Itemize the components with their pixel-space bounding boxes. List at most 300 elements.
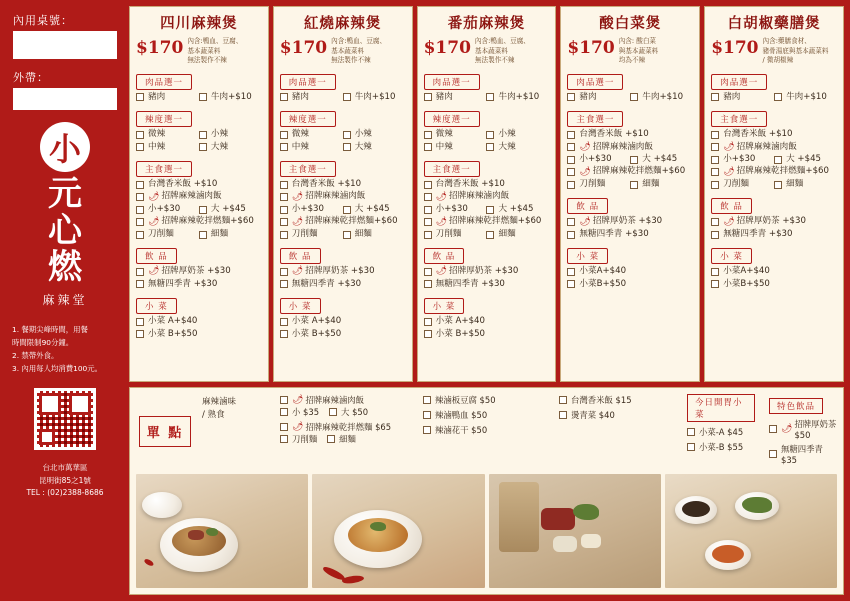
order-item[interactable] <box>423 394 551 406</box>
option-section-header: 主食選一 <box>567 111 623 127</box>
option-row[interactable] <box>343 205 406 214</box>
menu-column-title: 四川麻辣煲 <box>160 15 238 32</box>
option-row[interactable] <box>280 192 406 201</box>
menu-column-title: 白胡椒藥膳煲 <box>727 15 821 32</box>
menu-column-title: 番茄麻辣煲 <box>447 15 526 32</box>
option-checkbox[interactable] <box>486 143 494 151</box>
option-row[interactable] <box>280 180 406 189</box>
option-row[interactable] <box>280 143 343 152</box>
order-item-checkbox[interactable] <box>280 408 288 416</box>
option-label: 無糖四季青 +$30 <box>291 278 362 289</box>
option-checkbox[interactable] <box>136 318 144 326</box>
option-checkbox[interactable] <box>486 206 494 214</box>
option-row[interactable] <box>486 143 549 152</box>
option-checkbox[interactable] <box>711 231 719 239</box>
option-row[interactable] <box>136 205 199 214</box>
option-row[interactable] <box>280 130 343 139</box>
option-row[interactable] <box>424 280 550 289</box>
logo-circle-char: 小 <box>40 122 90 172</box>
option-list <box>280 267 406 292</box>
option-row[interactable] <box>424 217 550 226</box>
option-label: 招牌厚奶茶 +$30 <box>592 216 663 227</box>
option-section-header: 飲 品 <box>567 198 608 214</box>
order-item-checkbox[interactable] <box>327 435 335 443</box>
option-checkbox[interactable] <box>343 93 351 101</box>
option-section-header: 肉品選一 <box>567 74 623 90</box>
option-row[interactable] <box>630 180 693 189</box>
option-checkbox[interactable] <box>711 143 719 151</box>
option-row[interactable] <box>424 205 487 214</box>
order-item-pair <box>280 406 415 418</box>
option-checkbox[interactable] <box>280 131 288 139</box>
option-checkbox[interactable] <box>199 93 207 101</box>
option-row[interactable] <box>280 317 406 326</box>
order-item-label: 大 $50 <box>341 407 369 417</box>
option-checkbox[interactable] <box>199 143 207 151</box>
option-label: 小辣 <box>498 129 516 140</box>
option-label: 小菜 B+$50 <box>148 328 198 339</box>
chili-pepper-icon: 🌶 <box>291 216 304 227</box>
option-row[interactable] <box>567 143 693 152</box>
option-section <box>280 244 406 292</box>
option-row[interactable] <box>280 280 406 289</box>
option-checkbox[interactable] <box>199 131 207 139</box>
option-label: 小辣 <box>354 129 372 140</box>
option-list <box>567 93 693 105</box>
option-checkbox[interactable] <box>424 131 432 139</box>
option-section <box>711 70 837 105</box>
option-checkbox[interactable] <box>711 156 719 164</box>
option-label: 中辣 <box>291 141 309 152</box>
option-checkbox[interactable] <box>343 143 351 151</box>
order-item-checkbox[interactable] <box>329 408 337 416</box>
dinein-label: 內用桌號： <box>13 14 73 27</box>
option-row[interactable] <box>711 167 837 176</box>
option-list <box>280 130 406 155</box>
chili-pepper-icon: 🌶 <box>291 191 304 202</box>
order-item-checkbox[interactable] <box>687 443 695 451</box>
today-appetizers-items <box>687 426 755 453</box>
option-list <box>424 93 550 105</box>
option-row[interactable] <box>424 130 487 139</box>
option-checkbox[interactable] <box>343 206 351 214</box>
option-label: 細麵 <box>498 228 516 239</box>
description-line: 均為不辣 <box>618 56 646 65</box>
option-row[interactable] <box>424 317 550 326</box>
option-row[interactable] <box>567 93 630 102</box>
option-section <box>424 107 550 155</box>
option-row[interactable] <box>280 93 343 102</box>
price: $170 <box>136 38 184 58</box>
option-checkbox[interactable] <box>711 93 719 101</box>
description-line: 基本蔬菜料 <box>474 46 508 55</box>
option-row[interactable] <box>567 155 630 164</box>
price: $170 <box>567 38 615 58</box>
noodle-bowl-photo <box>136 474 308 588</box>
order-item[interactable] <box>769 443 837 465</box>
option-section <box>280 157 406 242</box>
option-checkbox[interactable] <box>711 268 719 276</box>
option-row[interactable] <box>424 143 487 152</box>
option-row[interactable] <box>567 130 693 139</box>
option-checkbox[interactable] <box>711 181 719 189</box>
chili-pepper-icon: 🌶 <box>579 166 591 177</box>
dinein-table-number-input[interactable] <box>13 31 117 59</box>
option-section <box>567 194 693 242</box>
option-label: 招牌麻辣乾拌燃麵+$60 <box>592 166 686 177</box>
option-label: 大辣 <box>354 141 372 152</box>
option-row[interactable] <box>424 192 550 201</box>
option-section-header: 辣度選一 <box>424 111 480 127</box>
option-row[interactable] <box>774 155 837 164</box>
option-label: 台灣香米飯 +$10 <box>723 129 793 140</box>
option-row[interactable] <box>136 217 262 226</box>
option-label: 小菜A+$40 <box>723 266 770 277</box>
qr-code[interactable] <box>34 388 96 450</box>
option-row[interactable] <box>136 280 262 289</box>
option-checkbox[interactable] <box>567 181 575 189</box>
option-list <box>711 93 837 105</box>
order-item[interactable] <box>327 433 356 445</box>
address-block <box>26 462 103 500</box>
option-list <box>280 180 406 242</box>
option-checkbox[interactable] <box>424 318 432 326</box>
order-item-checkbox[interactable] <box>769 450 777 458</box>
option-list <box>711 217 837 242</box>
option-checkbox[interactable] <box>774 156 782 164</box>
option-row[interactable] <box>136 267 262 276</box>
option-row[interactable] <box>711 280 837 289</box>
order-item[interactable] <box>329 406 368 418</box>
address-line: 昆明街85之1號 <box>39 475 91 485</box>
option-checkbox[interactable] <box>136 231 144 239</box>
option-checkbox[interactable] <box>199 231 207 239</box>
order-item[interactable] <box>423 424 551 436</box>
order-item-checkbox[interactable] <box>280 435 288 443</box>
option-row[interactable] <box>199 93 262 102</box>
option-row[interactable] <box>136 330 262 339</box>
option-section-header: 主食選一 <box>136 161 192 177</box>
order-item[interactable] <box>769 418 837 440</box>
option-row[interactable] <box>567 167 693 176</box>
option-checkbox[interactable] <box>424 218 432 226</box>
option-checkbox[interactable] <box>486 231 494 239</box>
option-checkbox[interactable] <box>343 131 351 139</box>
takeout-input[interactable] <box>13 88 117 110</box>
option-row[interactable] <box>424 180 550 189</box>
option-label: 中辣 <box>435 141 453 152</box>
order-item-label: 招牌厚奶茶 $50 <box>794 419 837 440</box>
option-row[interactable] <box>774 180 837 189</box>
option-checkbox[interactable] <box>711 131 719 139</box>
order-item-checkbox[interactable] <box>423 396 431 404</box>
option-row[interactable] <box>424 267 550 276</box>
option-row[interactable] <box>486 205 549 214</box>
special-drinks <box>769 394 837 468</box>
option-checkbox[interactable] <box>711 280 719 288</box>
option-row[interactable] <box>567 280 693 289</box>
order-item-checkbox[interactable] <box>423 426 431 434</box>
option-label: 招牌麻辣滷肉飯 <box>305 191 366 202</box>
chili-pepper-icon: 🌶 <box>723 216 735 227</box>
option-checkbox[interactable] <box>774 93 782 101</box>
option-row[interactable] <box>711 217 837 226</box>
option-label: 招牌厚奶茶 +$30 <box>305 266 375 277</box>
option-checkbox[interactable] <box>630 93 638 101</box>
option-row[interactable] <box>343 143 406 152</box>
option-checkbox[interactable] <box>424 206 432 214</box>
option-row[interactable] <box>711 93 774 102</box>
option-row[interactable] <box>711 130 837 139</box>
option-label: 台灣香米飯 +$10 <box>291 179 362 189</box>
stew-group-label <box>202 394 272 468</box>
option-row[interactable] <box>711 180 774 189</box>
price-row <box>130 36 268 70</box>
option-checkbox[interactable] <box>774 181 782 189</box>
rice-veg-list <box>559 394 679 468</box>
option-checkbox[interactable] <box>280 280 288 288</box>
option-row[interactable] <box>136 93 199 102</box>
option-checkbox[interactable] <box>567 93 575 101</box>
option-section-header: 肉品選一 <box>711 74 767 90</box>
option-row[interactable] <box>199 230 262 239</box>
option-row[interactable] <box>199 130 262 139</box>
order-item[interactable] <box>280 394 415 406</box>
menu-columns <box>129 6 844 382</box>
dinein-block <box>6 10 124 59</box>
option-checkbox[interactable] <box>136 143 144 151</box>
option-row[interactable] <box>136 143 199 152</box>
option-label: 台灣香米飯 +$10 <box>148 179 218 189</box>
option-label: 牛肉+$10 <box>354 91 396 102</box>
order-item[interactable] <box>280 433 317 445</box>
notice-item: 2. 禁帶外食。 <box>12 351 59 361</box>
option-checkbox[interactable] <box>136 268 144 276</box>
option-checkbox[interactable] <box>280 181 288 189</box>
option-row[interactable] <box>199 205 262 214</box>
option-checkbox[interactable] <box>280 218 288 226</box>
order-item-checkbox[interactable] <box>423 411 431 419</box>
option-list <box>136 267 262 292</box>
option-row[interactable] <box>711 230 837 239</box>
option-row[interactable] <box>280 230 343 239</box>
option-section <box>567 107 693 192</box>
option-row[interactable] <box>567 217 693 226</box>
option-checkbox[interactable] <box>567 156 575 164</box>
order-item[interactable] <box>559 409 679 421</box>
option-checkbox[interactable] <box>424 143 432 151</box>
option-label: 豬肉 <box>148 91 166 102</box>
option-label: 刀削麵 <box>291 228 318 239</box>
option-row[interactable] <box>136 192 262 201</box>
option-checkbox[interactable] <box>280 206 288 214</box>
option-checkbox[interactable] <box>199 206 207 214</box>
option-row[interactable] <box>630 93 693 102</box>
option-label: 台灣香米飯 +$10 <box>435 179 505 189</box>
description <box>187 36 242 66</box>
single-order-panel <box>129 387 844 595</box>
option-checkbox[interactable] <box>486 131 494 139</box>
option-row[interactable] <box>567 180 630 189</box>
order-item-checkbox[interactable] <box>280 423 288 431</box>
option-checkbox[interactable] <box>567 218 575 226</box>
option-checkbox[interactable] <box>280 268 288 276</box>
option-checkbox[interactable] <box>711 218 719 226</box>
option-checkbox[interactable] <box>280 93 288 101</box>
option-section-header: 小 菜 <box>424 298 465 314</box>
option-checkbox[interactable] <box>136 93 144 101</box>
option-row[interactable] <box>280 267 406 276</box>
option-row[interactable] <box>424 230 487 239</box>
order-item[interactable] <box>280 406 319 418</box>
option-checkbox[interactable] <box>567 143 575 151</box>
option-label: 無糖四季青 +$30 <box>579 228 649 239</box>
notice-item: 時間限制90分鐘。 <box>12 338 74 348</box>
option-checkbox[interactable] <box>630 156 638 164</box>
order-item-label: 小菜-B $55 <box>699 442 744 452</box>
option-checkbox[interactable] <box>136 193 144 201</box>
option-label: 招牌麻辣乾拌燃麵+$60 <box>449 216 542 227</box>
option-row[interactable] <box>567 230 693 239</box>
option-section <box>136 244 262 292</box>
option-checkbox[interactable] <box>280 318 288 326</box>
description <box>619 36 659 66</box>
option-row[interactable] <box>343 93 406 102</box>
option-label: 豬肉 <box>579 91 597 102</box>
option-checkbox[interactable] <box>280 330 288 338</box>
option-row[interactable] <box>199 143 262 152</box>
option-row[interactable] <box>711 143 837 152</box>
option-checkbox[interactable] <box>486 93 494 101</box>
hotpot-bowl-photo <box>312 474 484 588</box>
order-item-checkbox[interactable] <box>687 428 695 436</box>
option-row[interactable] <box>136 130 199 139</box>
option-checkbox[interactable] <box>567 280 575 288</box>
option-row[interactable] <box>280 330 406 339</box>
option-checkbox[interactable] <box>136 330 144 338</box>
option-checkbox[interactable] <box>280 231 288 239</box>
order-item-pair <box>280 433 415 445</box>
order-item[interactable] <box>423 409 551 421</box>
order-item[interactable] <box>280 421 415 433</box>
option-row[interactable] <box>486 230 549 239</box>
option-checkbox[interactable] <box>630 181 638 189</box>
option-section <box>711 194 837 242</box>
option-row[interactable] <box>136 230 199 239</box>
option-checkbox[interactable] <box>567 268 575 276</box>
option-checkbox[interactable] <box>567 231 575 239</box>
description-line: 無法製作不辣 <box>474 56 515 65</box>
option-checkbox[interactable] <box>567 131 575 139</box>
option-section-header: 飲 品 <box>136 248 177 264</box>
left-panel <box>6 6 124 595</box>
option-checkbox[interactable] <box>136 131 144 139</box>
option-row[interactable] <box>424 330 550 339</box>
order-item-label: 小 $35 <box>292 407 320 417</box>
option-section-header: 小 菜 <box>136 298 177 314</box>
option-checkbox[interactable] <box>424 231 432 239</box>
menu-column <box>417 6 557 382</box>
order-item-checkbox[interactable] <box>769 425 777 433</box>
description <box>331 36 386 66</box>
option-row[interactable] <box>280 217 406 226</box>
option-row[interactable] <box>630 155 693 164</box>
option-row[interactable] <box>486 130 549 139</box>
option-checkbox[interactable] <box>136 280 144 288</box>
option-label: 招牌麻辣滷肉飯 <box>161 191 222 202</box>
option-row[interactable] <box>136 317 262 326</box>
option-label: 小菜 A+$40 <box>435 316 485 327</box>
chili-pepper-icon: 🌶 <box>435 266 448 277</box>
option-section <box>567 70 693 105</box>
order-item-checkbox[interactable] <box>559 411 567 419</box>
option-section <box>136 294 262 342</box>
option-checkbox[interactable] <box>424 181 432 189</box>
notice-item: 3. 內用每人均消費100元。 <box>12 364 103 374</box>
option-row[interactable] <box>774 93 837 102</box>
option-checkbox[interactable] <box>424 268 432 276</box>
option-row[interactable] <box>343 230 406 239</box>
option-checkbox[interactable] <box>136 218 144 226</box>
option-row[interactable] <box>136 180 262 189</box>
option-checkbox[interactable] <box>136 206 144 214</box>
option-label: 台灣香米飯 +$10 <box>579 129 649 140</box>
price-row <box>274 36 412 70</box>
option-section-header: 主食選一 <box>424 161 480 177</box>
option-label: 招牌麻辣滷肉飯 <box>736 141 797 152</box>
option-checkbox[interactable] <box>424 280 432 288</box>
chili-pepper-icon: 🌶 <box>579 216 591 227</box>
option-checkbox[interactable] <box>424 93 432 101</box>
today-appetizers-head: 今日開胃小菜 <box>687 394 755 422</box>
option-row[interactable] <box>486 93 549 102</box>
option-checkbox[interactable] <box>280 193 288 201</box>
option-row[interactable] <box>343 130 406 139</box>
order-item-label: 刀削麵 <box>292 434 318 444</box>
order-item-checkbox[interactable] <box>559 396 567 404</box>
option-label: 細麵 <box>642 178 660 189</box>
option-row[interactable] <box>711 155 774 164</box>
staples-list <box>280 394 415 468</box>
option-row[interactable] <box>711 267 837 276</box>
option-checkbox[interactable] <box>567 168 575 176</box>
description-line: 基本蔬菜料 <box>187 46 221 55</box>
option-row[interactable] <box>424 93 487 102</box>
option-checkbox[interactable] <box>136 181 144 189</box>
order-item[interactable] <box>687 426 755 438</box>
chili-pepper-icon: 🌶 <box>291 266 304 277</box>
order-item-checkbox[interactable] <box>280 396 288 404</box>
chili-pepper-icon: 🌶 <box>435 191 448 202</box>
option-checkbox[interactable] <box>280 143 288 151</box>
description-line: 內含:藥膳食材、 <box>762 37 811 45</box>
address-line: 台北市萬華區 <box>42 462 88 472</box>
order-item-label: 小菜-A $45 <box>699 427 744 437</box>
option-checkbox[interactable] <box>424 330 432 338</box>
option-checkbox[interactable] <box>711 168 719 176</box>
description-line: 無法製作不辣 <box>187 56 227 65</box>
order-item[interactable] <box>559 394 679 406</box>
description-line: / 微胡椒辣 <box>762 56 794 65</box>
option-label: 小菜B+$50 <box>579 278 627 289</box>
option-row[interactable] <box>567 267 693 276</box>
option-checkbox[interactable] <box>343 231 351 239</box>
option-label: 招牌厚奶茶 +$30 <box>736 216 806 227</box>
order-item[interactable] <box>687 441 755 453</box>
option-checkbox[interactable] <box>424 193 432 201</box>
option-row[interactable] <box>280 205 343 214</box>
chili-pepper-icon: 🌶 <box>292 394 304 405</box>
